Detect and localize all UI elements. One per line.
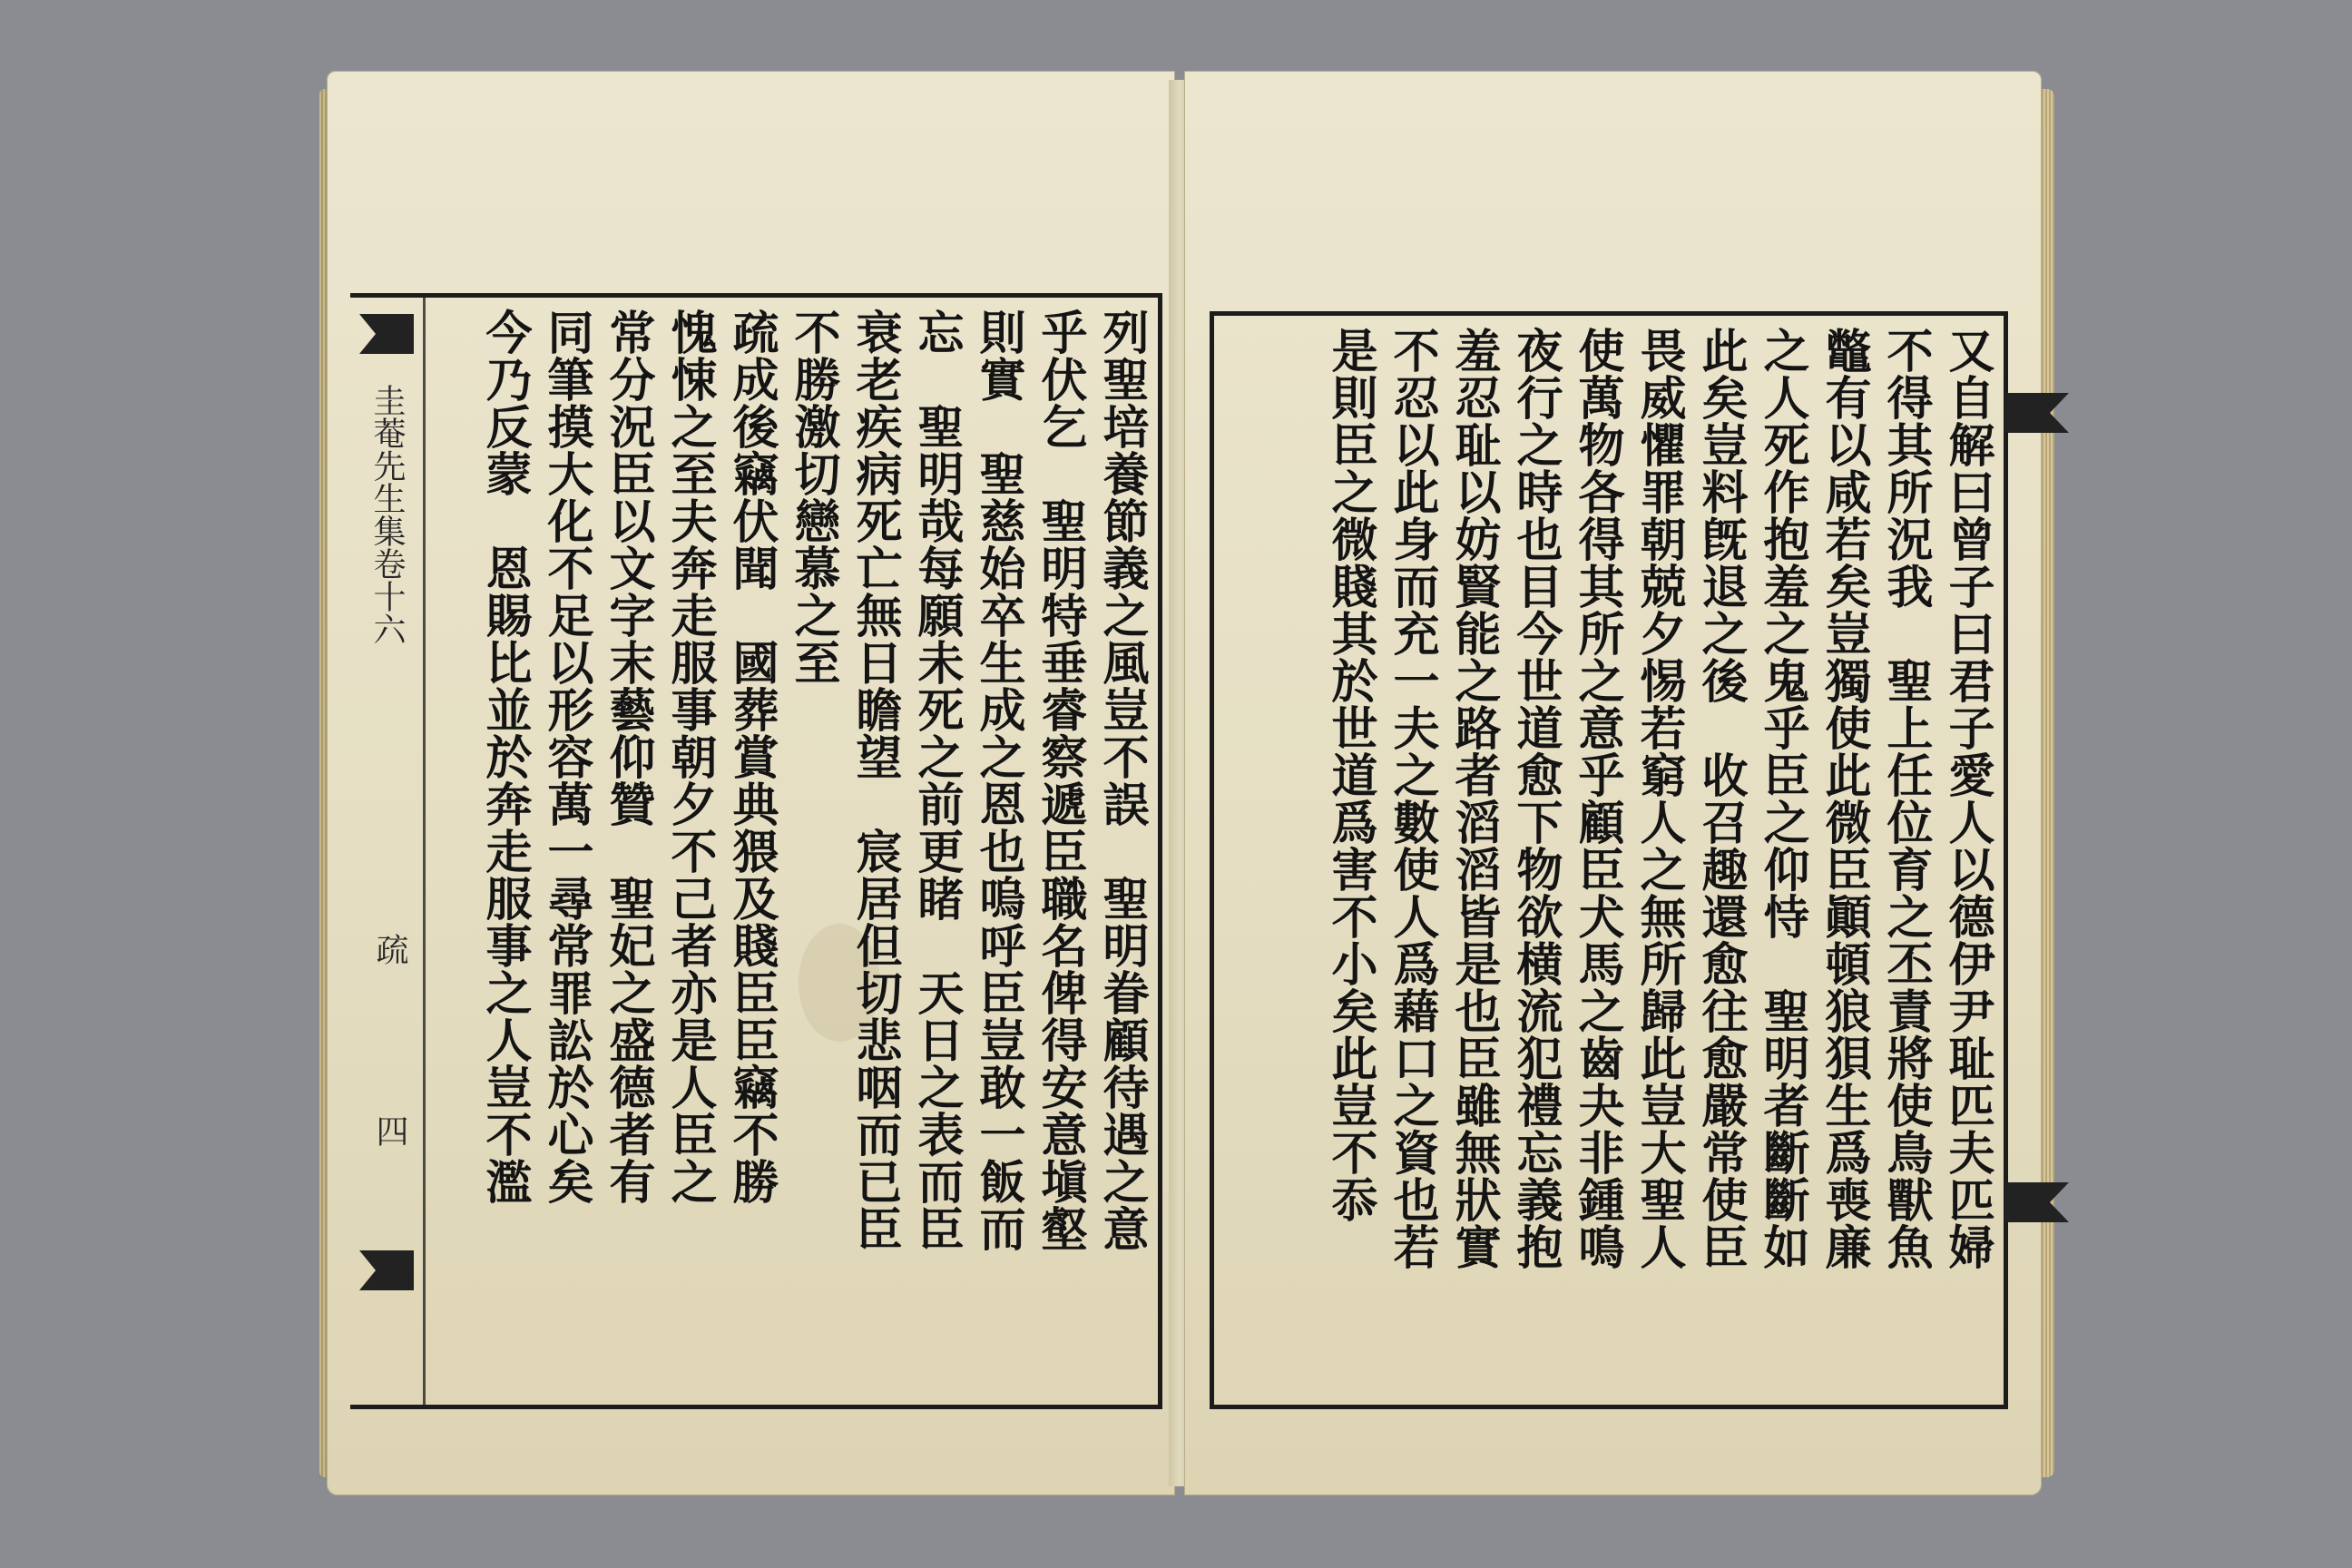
text-column: 列聖培養節義之風豈不誤 聖明眷顧待遇之意	[1094, 309, 1149, 1252]
text-column: 鼈有以咸若矣豈獨使此微臣顚頓狼狽生爲喪廉	[1817, 327, 1871, 1270]
text-column: 不勝激切戀慕之至	[786, 309, 840, 686]
right-text-columns	[1319, 327, 1998, 1397]
fish-tail-mark-right-top	[2005, 393, 2069, 433]
text-column: 則實 聖慈始卒生成之恩也嗚呼臣豈敢一飯而	[971, 309, 1025, 1252]
fish-tail-mark-bottom	[359, 1250, 414, 1290]
text-column: 同筆摸大化不足以形容萬一尋常罪訟於心矣	[539, 309, 593, 1205]
left-text-frame	[350, 293, 1162, 1409]
text-column: 羞忍耻以妨賢能之路者滔滔皆是也臣雖無狀實	[1446, 327, 1501, 1270]
text-column: 疏成後竊伏聞 國葬賞典猥及賤臣臣竊不勝	[724, 309, 779, 1205]
text-column: 不得其所況我 聖上任位育之丕責將使鳥獸魚	[1878, 327, 1933, 1270]
text-column: 此矣豈料旣退之後 收召趣還愈往愈嚴常使臣	[1693, 327, 1748, 1270]
open-book	[327, 71, 2042, 1495]
left-page	[327, 71, 1175, 1495]
left-text-columns	[474, 309, 1152, 1397]
text-column: 今乃反蒙 恩賜比並於奔走服事之人豈不濫	[477, 309, 532, 1205]
text-column: 常分況臣以文字末藝仰贊 聖妃之盛德者有	[601, 309, 655, 1205]
text-column: 不忍以此身而充一夫之數使人爲藉口之資也若	[1385, 327, 1439, 1270]
column-rule	[423, 298, 426, 1405]
text-column: 之人死作抱羞之鬼乎臣之仰恃 聖明者斷斷如	[1755, 327, 1809, 1270]
banxin-page-number: 四	[371, 1114, 408, 1147]
text-column: 又自解曰曾子曰君子愛人以德伊尹耻匹夫匹婦	[1940, 327, 1994, 1270]
right-page	[1184, 71, 2042, 1495]
text-column: 畏威懼罪朝兢夕惕若窮人之無所歸此豈大聖人	[1632, 327, 1686, 1270]
text-column: 忘 聖明哉每願未死之前更睹 天日之表而臣	[909, 309, 964, 1252]
text-column: 是則臣之微賤其於世道爲害不小矣此豈不忝	[1323, 327, 1377, 1223]
text-column: 愧悚之至夫奔走服事朝夕不己者亦是人臣之	[662, 309, 717, 1205]
banxin-title: 圭菴先生集卷十六	[368, 384, 406, 645]
text-column: 使萬物各得其所之意乎顧臣犬馬之齒夬非鍾鳴	[1570, 327, 1624, 1270]
text-column: 夜行之時也目今世道愈下物欲横流犯禮忘義抱	[1508, 327, 1563, 1270]
banxin-kind: 疏	[371, 933, 408, 965]
text-column: 乎伏乞 聖明特垂睿察遞臣職名俾得安意塡壑	[1033, 309, 1087, 1252]
banxin-center-column	[350, 298, 423, 1405]
fish-tail-mark-top	[359, 314, 414, 354]
fish-tail-mark-right-bottom	[2005, 1182, 2069, 1222]
right-text-frame	[1210, 311, 2008, 1409]
text-column: 衰老疾病死亡無日瞻望 宸居但切悲咽而已臣	[848, 309, 902, 1252]
